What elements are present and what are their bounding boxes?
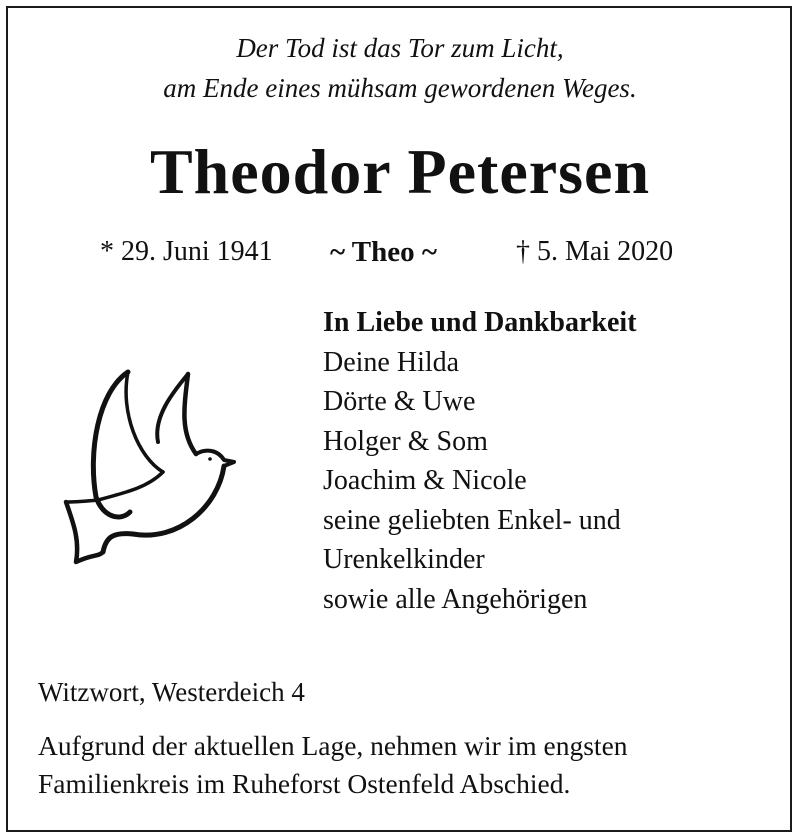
- life-dates: [0, 232, 800, 272]
- notice-line-1: Aufgrund der aktuellen Lage, nehmen wir im engsten: [38, 730, 628, 761]
- mourners-heading: In Liebe und Dankbarkeit: [323, 307, 637, 338]
- deceased-name: Theodor Petersen: [149, 136, 651, 207]
- dove-icon: [58, 362, 238, 577]
- death-date: † 5. Mai 2020: [516, 236, 674, 267]
- mourner-line: Dörte & Uwe: [323, 386, 476, 417]
- notice-line-2: Familienkreis im Ruheforst Ostenfeld Abschied.: [38, 768, 571, 799]
- nickname: ~ Theo ~: [330, 236, 437, 268]
- farewell-notice: [38, 727, 628, 803]
- motto-line-2: am Ende eines mühsam gewordenen Weges.: [163, 73, 637, 103]
- mourner-line: Joachim & Nicole: [323, 465, 527, 496]
- mourners-list: [323, 303, 637, 619]
- motto: [0, 28, 800, 108]
- mourner-line: seine geliebten Enkel- und: [323, 504, 621, 536]
- family-address: Witzwort, Westerdeich 4: [38, 677, 305, 707]
- mourner-line: Deine Hilda: [323, 346, 460, 378]
- mourner-line: sowie alle Angehörigen: [323, 583, 588, 615]
- birth-date: * 29. Juni 1941: [100, 236, 273, 267]
- mourner-line: Holger & Som: [323, 425, 488, 457]
- mourner-line: Urenkelkinder: [323, 544, 485, 575]
- motto-line-1: Der Tod ist das Tor zum Licht,: [236, 33, 564, 63]
